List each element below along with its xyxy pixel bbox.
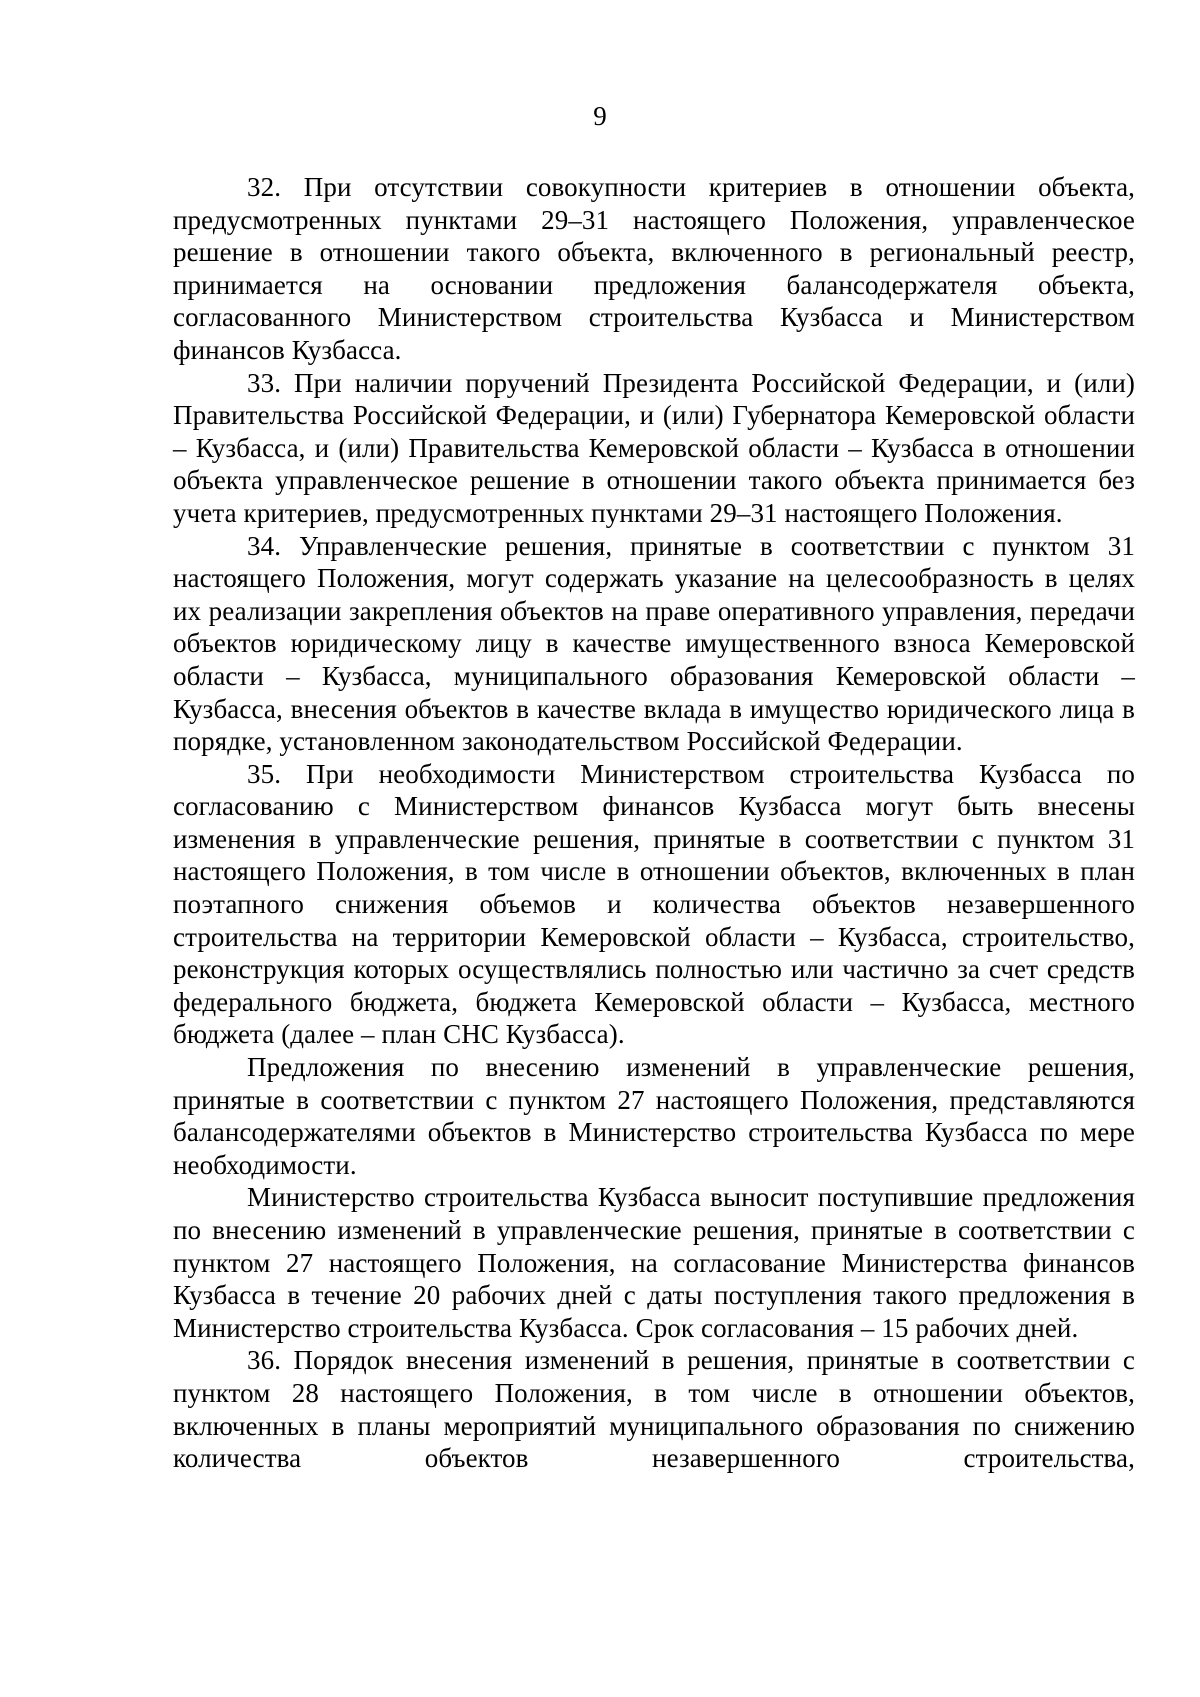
page-number: 9 (593, 101, 607, 131)
paragraph-34: 34. Управленческие решения, принятые в соответствии с пунктом 31 настоящего Положения, могут содержать указание на целесообразность в целях их реализации закрепления объектов на праве оперативного управления, передачи объектов юридическому лицу в качестве имущественного взноса Кемеровской области – Кузбасса, муниципального образования Кемеровской области – Кузбасса, внесения объектов в качестве вклада в имущество юридического лица в порядке, установленном законодательством Российской Федерации. (173, 530, 1135, 757)
paragraph-35-proposals: Предложения по внесению изменений в управленческие решения, принятые в соответствии с пунктом 27 настоящего Положения, представляются балансодержателями объектов в Министерство строительства Кузбасса по мере необходимости. (173, 1052, 1135, 1180)
paragraph-32: 32. При отсутствии совокупности критериев в отношении объекта, предусмотренных пунктами 29–31 настоящего Положения, управленческое решение в отношении такого объекта, включенного в региональный реестр, принимается на основании предложения балансодержателя объекта, согласованного Министерством строительства Кузбасса и Министерством финансов Кузбасса. (173, 172, 1135, 365)
paragraph-36: 36. Порядок внесения изменений в решения, принятые в соответствии с пунктом 28 настоящего Положения, в том числе в отношении объектов, включенных в планы мероприятий муниципального образования по снижению количества объектов незавершенного строительства, (173, 1345, 1135, 1474)
document-body (173, 171, 1135, 1475)
paragraph-33: 33. При наличии поручений Президента Российской Федерации, и (или) Правительства Российской Федерации, и (или) Губернатора Кемеровской области – Кузбасса, и (или) Правительства Кемеровской области – Кузбасса в отношении объекта управленческое решение в отношении такого объекта принимается без учета критериев, предусмотренных пунктами 29–31 настоящего Положения. (173, 367, 1135, 528)
paragraph-35: 35. При необходимости Министерством строительства Кузбасса по согласованию с Министерством финансов Кузбасса могут быть внесены изменения в управленческие решения, принятые в соответствии с пунктом 31 настоящего Положения, в том числе в отношении объектов, включенных в план поэтапного снижения объемов и количества объектов незавершенного строительства на территории Кемеровской области – Кузбасса, строительство, реконструкция которых осуществлялись полностью или частично за счет средств федерального бюджета, бюджета Кемеровской области – Кузбасса, местного бюджета (далее – план СНС Кузбасса). (173, 758, 1135, 1050)
paragraph-35-ministry: Министерство строительства Кузбасса выносит поступившие предложения по внесению изменений в управленческие решения, принятые в соответствии с пунктом 27 настоящего Положения, на согласование Министерства финансов Кузбасса в течение 20 рабочих дней с даты поступления такого предложения в Министерство строительства Кузбасса. Срок согласования – 15 рабочих дней. (173, 1182, 1135, 1343)
